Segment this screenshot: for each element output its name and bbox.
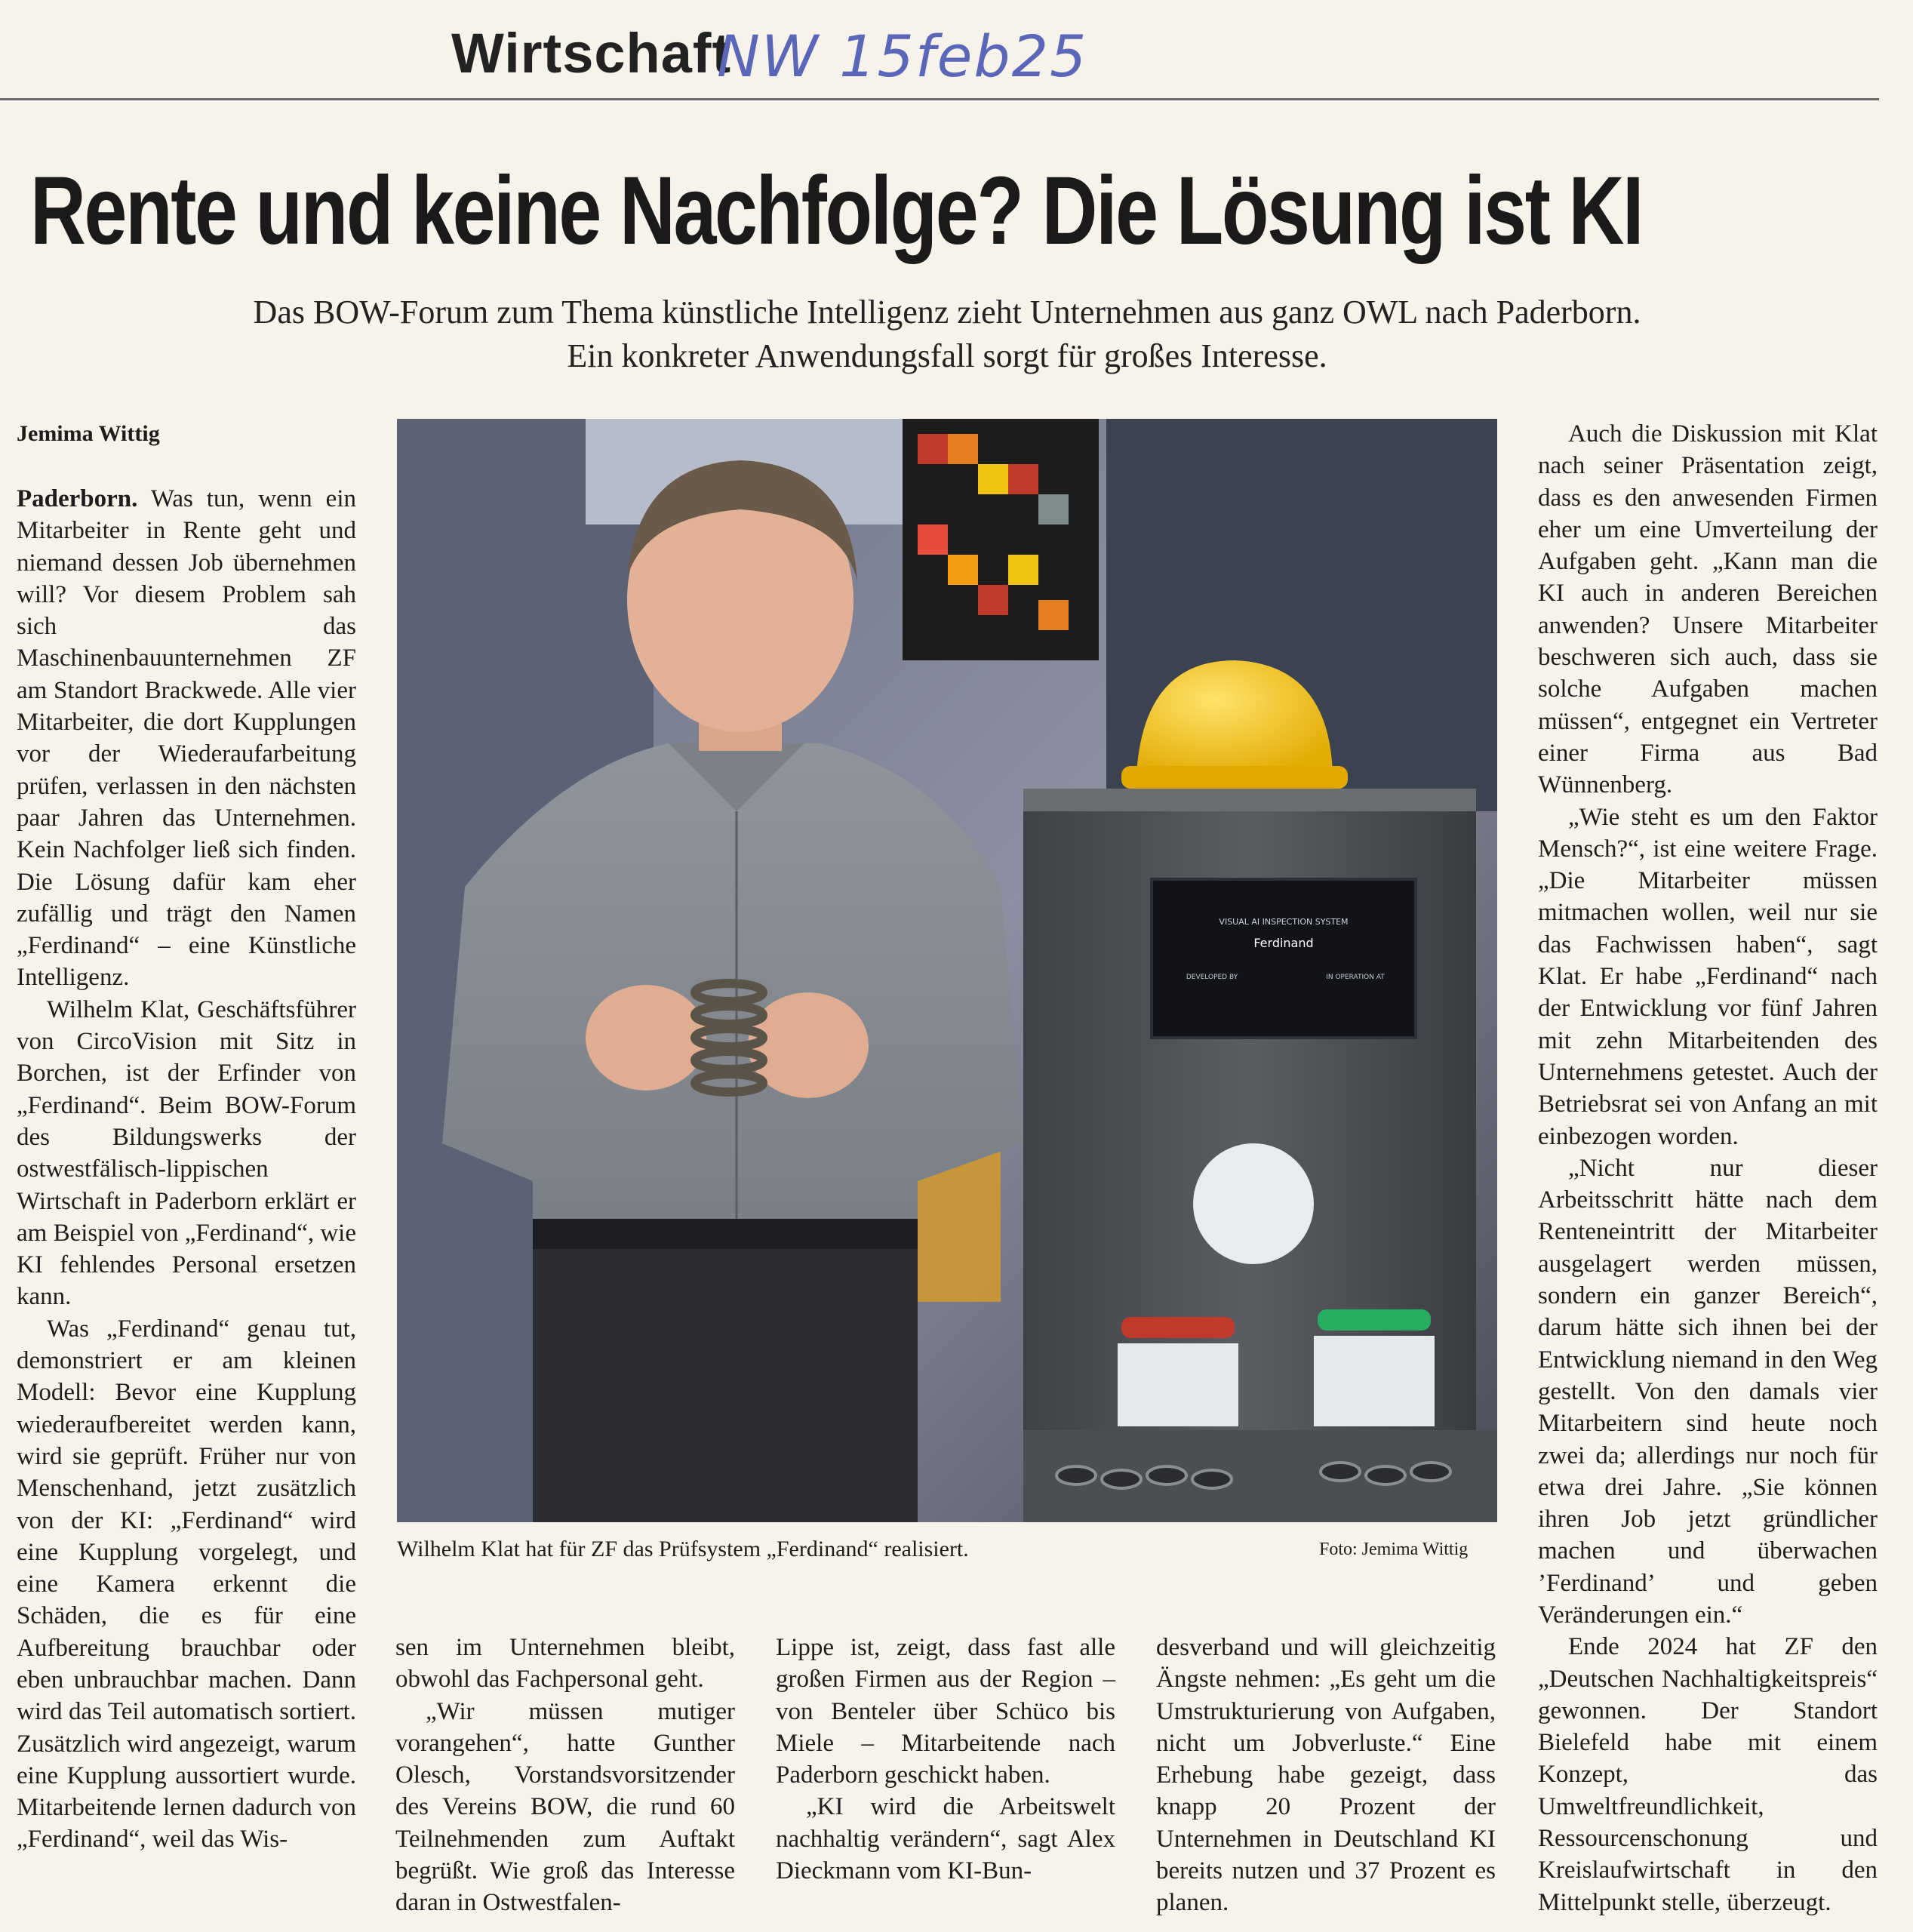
article-column-1 <box>17 483 356 1856</box>
paragraph: Paderborn. Was tun, wenn ein Mitarbeiter in Rente geht und niemand dessen Job übernehmen will? Vor diesem Problem sah sich das Maschinenbauunternehmen ZF am Standort Brackwede. Alle vier Mitarbeiter, die dort Kupplungen vor der Wiederaufarbeitung prüfen, verlassen in den nächsten paar Jahren das Unternehmen. Kein Nachfolger ließ sich finden. Die Lösung dafür kam eher zufällig und trägt den Namen „Ferdinand“ – eine Künstliche Intelligenz. <box>17 485 356 992</box>
header-divider <box>0 98 1879 100</box>
paragraph: „KI wird die Arbeitswelt nachhaltig verändern“, sagt Alex Dieckmann vom KI-Bun- <box>776 1793 1115 1885</box>
article-headline: Rente und keine Nachfolge? Die Lösung ist KI <box>30 157 1643 265</box>
article-column-4 <box>1156 1632 1496 1919</box>
paragraph: Wilhelm Klat, Geschäftsführer von CircoVision mit Sitz in Borchen, ist der Erfinder von „Ferdinand“. Beim BOW-Forum des Bildungswerks der ostwestfälisch-lippischen Wirtschaft in Paderborn erklärt er am Beispiel von „Ferdinand“, wie KI fehlendes Personal ersetzen kann. <box>17 995 356 1311</box>
paragraph: „Nicht nur dieser Arbeitsschritt hätte nach dem Renteneintritt der Mitarbeiter ausgelagert werden müssen, sondern ein ganzer Bereich“, darum hätte sich ihnen bei der Entwicklung niemand in den Weg gestellt. Von den damals vier Mitarbeitern sind heute noch zwei da; allerdings nur noch für etwa drei Jahre. „Sie können ihren Job jetzt gründlicher machen und überwachen ’Ferdinand’ und geben Veränderungen ein.“ <box>1538 1154 1878 1629</box>
dateline-city: Paderborn. <box>17 485 138 512</box>
author-byline: Jemima Wittig <box>17 421 160 446</box>
paragraph: sen im Unternehmen bleibt, obwohl das Fachpersonal geht. <box>395 1634 735 1694</box>
paragraph: „Wie steht es um den Faktor Mensch?“, ist eine weitere Frage. „Die Mitarbeiter müssen mitmachen wollen, weil nur sie das Fachwissen haben“, sagt Klat. Er habe „Ferdinand“ nach der Entwicklung vor fünf Jahren mit zehn Mitarbeitenden des Unternehmens getestet. Auch der Betriebsrat sei von Anfang an mit einbezogen worden. <box>1538 803 1878 1150</box>
photo-caption: Wilhelm Klat hat für ZF das Prüfsystem „Ferdinand“ realisiert. <box>397 1537 969 1561</box>
paragraph: Auch die Diskussion mit Klat nach seiner Präsentation zeigt, dass es den anwesenden Firmen eher um eine Umverteilung der Aufgaben geht. „Kann man die KI auch in anderen Bereichen anwenden? Unsere Mitarbeiter beschweren sich auch, dass sie solche Aufgaben machen müssen“, entgegnet ein Vertreter einer Firma aus Bad Wünnenberg. <box>1538 420 1878 799</box>
section-title: Wirtschaft <box>451 22 732 85</box>
machine-screen-title: VISUAL AI INSPECTION SYSTEM <box>1219 917 1349 927</box>
handwritten-date-note: NW 15feb25 <box>717 23 1088 90</box>
machine-screen-operation: IN OPERATION AT <box>1326 974 1385 981</box>
photo-credit: Foto: Jemima Wittig <box>1319 1540 1469 1559</box>
machine-screen-name: Ferdinand <box>1253 936 1314 950</box>
ferdinand-inspection-machine <box>1023 789 1497 1522</box>
paragraph: Lippe ist, zeigt, dass fast alle großen Firmen aus der Region – von Benteler über Schüco bis Miele – Mitarbeitende nach Paderborn geschickt haben. <box>776 1634 1115 1789</box>
pixel-art-poster <box>903 419 1099 660</box>
machine-screen-developed: DEVELOPED BY <box>1186 974 1238 981</box>
article-photo <box>397 419 1497 1522</box>
subheadline-line-1: Das BOW-Forum zum Thema künstliche Intelligenz zieht Unternehmen aus ganz OWL nach Paderborn. <box>253 294 1641 331</box>
paragraph: Was „Ferdinand“ genau tut, demonstriert er am kleinen Modell: Bevor eine Kupplung wiederaufbereitet werden kann, wird sie geprüft. Früher nur von Menschenhand, jetzt zusätzlich von der KI: „Ferdinand“ wird eine Kupplung vorgelegt, und eine Kamera erkennt die Schäden, die es für eine Aufbereitung brauchbar oder eben unbrauchbar machen. Dann wird das Teil automatisch sortiert. Zusätzlich wird angezeigt, warum eine Kupplung aussortiert wurde. Mitarbeitende lernen dadurch von „Ferdinand“, weil das Wis- <box>17 1315 356 1854</box>
paragraph: desverband und will gleichzeitig Ängste nehmen: „Es geht um die Umstrukturierung von Aufgaben, nicht um Jobverluste.“ Eine Erhebung habe gezeigt, dass knapp 20 Prozent der Unternehmen in Deutschland KI bereits nutzen und 37 Prozent es planen. <box>1156 1634 1496 1917</box>
article-column-5 <box>1538 418 1878 1918</box>
article-subheadline <box>106 291 1788 378</box>
paragraph: „Wir müssen mutiger vorangehen“, hatte Gunther Olesch, Vorstandsvorsitzender des Vereins BOW, die rund 60 Teilnehmenden zum Auftakt begrüßt. Wie groß das Interesse daran in Ostwestfalen- <box>395 1697 735 1917</box>
paragraph: Ende 2024 hat ZF den „Deutschen Nachhaltigkeitspreis“ gewonnen. Der Standort Bielefeld habe mit einem Konzept, das Umweltfreundlichkeit, Ressourcenschonung und Kreislaufwirtschaft in den Mittelpunkt stelle, überzeugt. <box>1538 1633 1878 1916</box>
article-column-2 <box>395 1632 735 1919</box>
article-column-3 <box>776 1632 1115 1887</box>
subheadline-line-2: Ein konkreter Anwendungsfall sorgt für großes Interesse. <box>567 337 1327 374</box>
